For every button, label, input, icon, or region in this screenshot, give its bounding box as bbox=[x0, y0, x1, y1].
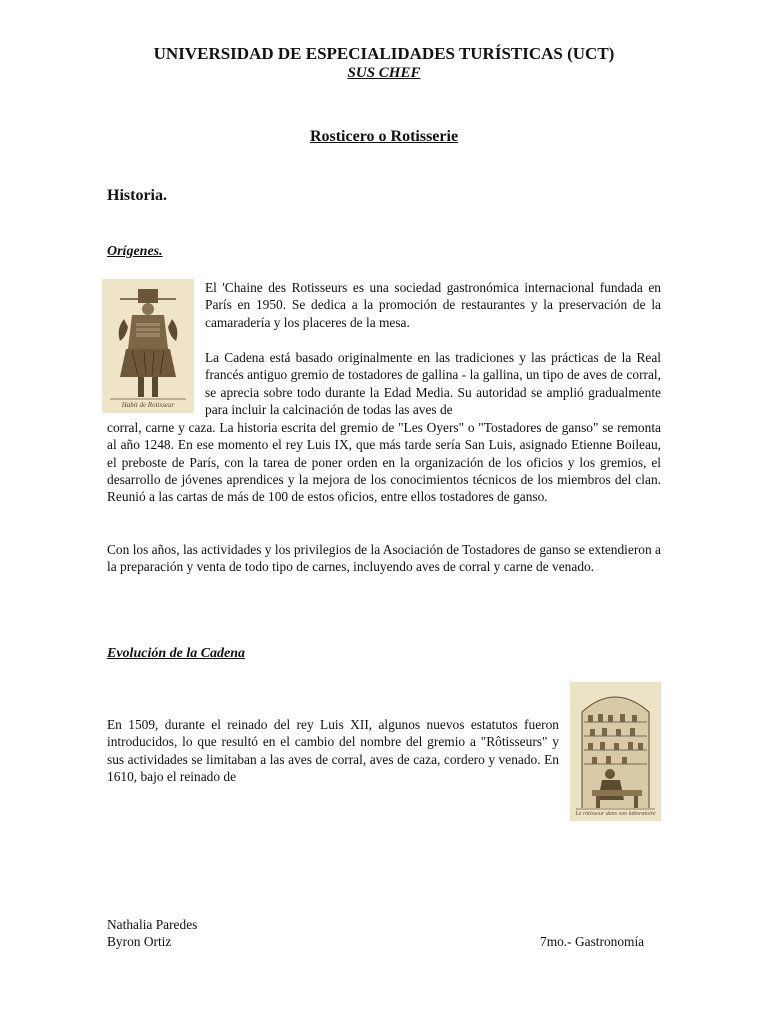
course-label: 7mo.- Gastronomía bbox=[540, 934, 645, 949]
evolution-paragraph-1: En 1509, durante el reinado del rey Luis XII, algunos nuevos estatutos fueron introducidos, lo que resultó en el cambio del nombre del gremio a "Rôtisseurs" y sus actividades se limitaban a las aves de corral, aves de caza, cordero y venado. En 1610, bajo el reinado de bbox=[107, 717, 559, 784]
image-caption: Le rôtisseur dans son laboratoire bbox=[575, 811, 656, 817]
author-1: Nathalia Paredes bbox=[107, 917, 198, 932]
subsection-heading-origenes: Orígenes. bbox=[107, 244, 163, 259]
origins-paragraph-2b: corral, carne y caza. La historia escrita del gremio de "Les Oyers" o "Tostadores de ganso" se remonta al año 1248. En ese momento el rey Luis IX, que más tarde sería San Luis, asignado Etienne Boileau, el preboste de París, con la tarea de poner orden en la organización de los oficios y los gremios, el desarrollo de jóvenes aprendices y la mejora de los conocimientos técnicos de los miembros del clan. Reunió a las cartas de más de 100 de estos oficios, entre ellos tostadores de ganso. bbox=[107, 420, 661, 505]
laboratory-engraving-image bbox=[570, 682, 661, 821]
subsection-heading-evolucion: Evolución de la Cadena bbox=[107, 646, 246, 661]
origins-paragraph-1: El 'Chaine des Rotisseurs es una sociedad gastronómica internacional fundada en París en 1950. Se dedica a la promoción de restaurantes y la preservación de la camaradería y los placeres de la mesa. bbox=[205, 280, 661, 330]
page-title: Rosticero o Rotisserie bbox=[309, 128, 459, 145]
university-name: UNIVERSIDAD DE ESPECIALIDADES TURÍSTICAS (UCT) bbox=[153, 44, 615, 63]
subtitle: SUS CHEF bbox=[347, 65, 421, 81]
origins-paragraph-3: Con los años, las actividades y los privilegios de la Asociación de Tostadores de ganso se extendieron a la preparación y venta de todo tipo de carnes, incluyendo aves de corral y carne de venado. bbox=[107, 542, 661, 575]
author-2: Byron Ortiz bbox=[107, 934, 172, 949]
section-heading-historia: Historia. bbox=[107, 187, 167, 204]
rotisseur-engraving-image bbox=[102, 279, 194, 413]
image-caption: Habit de Rotisseur bbox=[121, 401, 175, 409]
origins-paragraph-2a: La Cadena está basado originalmente en las tradiciones y las prácticas de la Real francés antiguo gremio de tostadores de gallina - la gallina, un tipo de aves de corral, se aprecia sobre todo durante la Edad Media. Su autoridad se amplió gradualmente para incluir la calcinación de todas las aves de bbox=[205, 350, 661, 417]
